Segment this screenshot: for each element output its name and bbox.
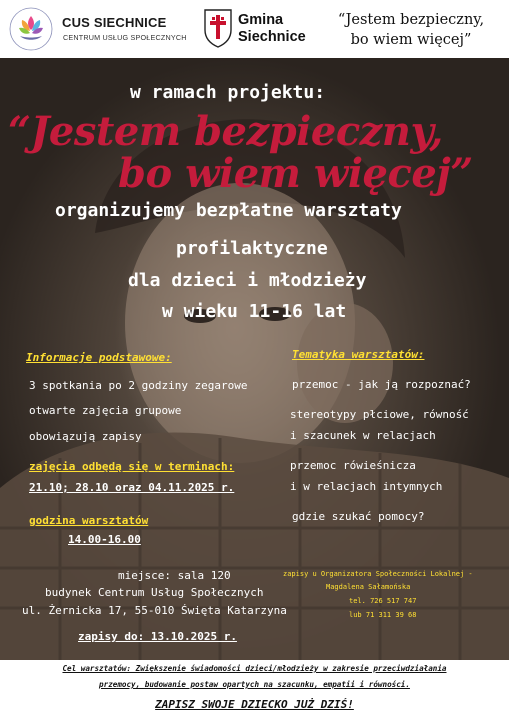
coat-of-arms-cross-icon	[203, 8, 233, 48]
project-title-line2: bo wiem więcej”	[118, 150, 473, 197]
topic-2a: stereotypy płciowe, równość	[290, 408, 469, 421]
signup-deadline: zapisy do: 13.10.2025 r.	[78, 630, 237, 643]
topic-1: przemoc - jak ją rozpoznać?	[292, 378, 471, 391]
goal-line1: Cel warsztatów: Zwiększenie świadomości dzieci/młodzieży w zakresie przeciwdziałania	[62, 664, 447, 673]
project-title-line1: “Jestem bezpieczny,	[8, 108, 443, 155]
lead-line3: dla dzieci i młodzieży	[128, 270, 367, 291]
contact-line2: Magdalena Sałamońska	[326, 583, 411, 591]
time-heading: godzina warsztatów	[29, 514, 149, 527]
place-line1: miejsce: sala 120	[118, 569, 231, 582]
topics-heading: Tematyka warsztatów:	[292, 348, 425, 361]
header-project-quote	[318, 10, 504, 50]
lead-line1: organizujemy bezpłatne warsztaty	[55, 200, 402, 221]
contact-line4: lub 71 311 39 68	[349, 611, 417, 619]
intro-text: w ramach projektu:	[130, 82, 326, 103]
contact-line3: tel. 726 517 747	[349, 597, 417, 605]
info-item2: otwarte zajęcia grupowe	[29, 404, 182, 417]
place-line3: ul. Żernicka 17, 55-010 Święta Katarzyna	[22, 604, 287, 617]
lead-line4: w wieku 11-16 lat	[162, 301, 347, 322]
topic-4: gdzie szukać pomocy?	[292, 510, 425, 523]
lead-line2: profilaktyczne	[176, 238, 328, 259]
header	[0, 0, 509, 58]
gmina-name-line1: Gmina	[238, 12, 284, 28]
info-heading: Informacje podstawowe:	[26, 351, 172, 364]
signup-call-to-action: ZAPISZ SWOJE DZIECKO JUŻ DZIŚ!	[155, 698, 354, 711]
time-value: 14.00-16.00	[68, 533, 141, 546]
header-quote-line2: bo wiem więcej”	[350, 32, 472, 48]
poster-photo	[0, 58, 509, 660]
info-item1: 3 spotkania po 2 godziny zegarowe	[29, 379, 248, 392]
dates-value: 21.10; 28.10 oraz 04.11.2025 r.	[29, 481, 235, 494]
info-item3: obowiązują zapisy	[29, 430, 142, 443]
dates-heading: zajęcia odbędą się w terminach:	[29, 460, 235, 473]
header-quote-line1: “Jestem bezpieczny,	[337, 12, 485, 28]
cus-subtitle: CENTRUM USŁUG SPOŁECZNYCH	[63, 33, 187, 42]
footer	[0, 660, 509, 720]
flower-hands-logo-icon	[6, 6, 56, 52]
topic-3b: i w relacjach intymnych	[290, 480, 443, 493]
contact-line1: zapisy u Organizatora Społeczności Lokalnej -	[283, 570, 473, 578]
topic-3a: przemoc rówieśnicza	[290, 459, 416, 472]
gmina-name-line2: Siechnice	[238, 29, 306, 45]
place-line2: budynek Centrum Usług Społecznych	[45, 586, 264, 599]
goal-line2: przemocy, budowanie postaw opartych na szacunku, empatii i równości.	[99, 680, 410, 689]
cus-title: CUS SIECHNICE	[62, 15, 167, 30]
topic-2b: i szacunek w relacjach	[290, 429, 436, 442]
